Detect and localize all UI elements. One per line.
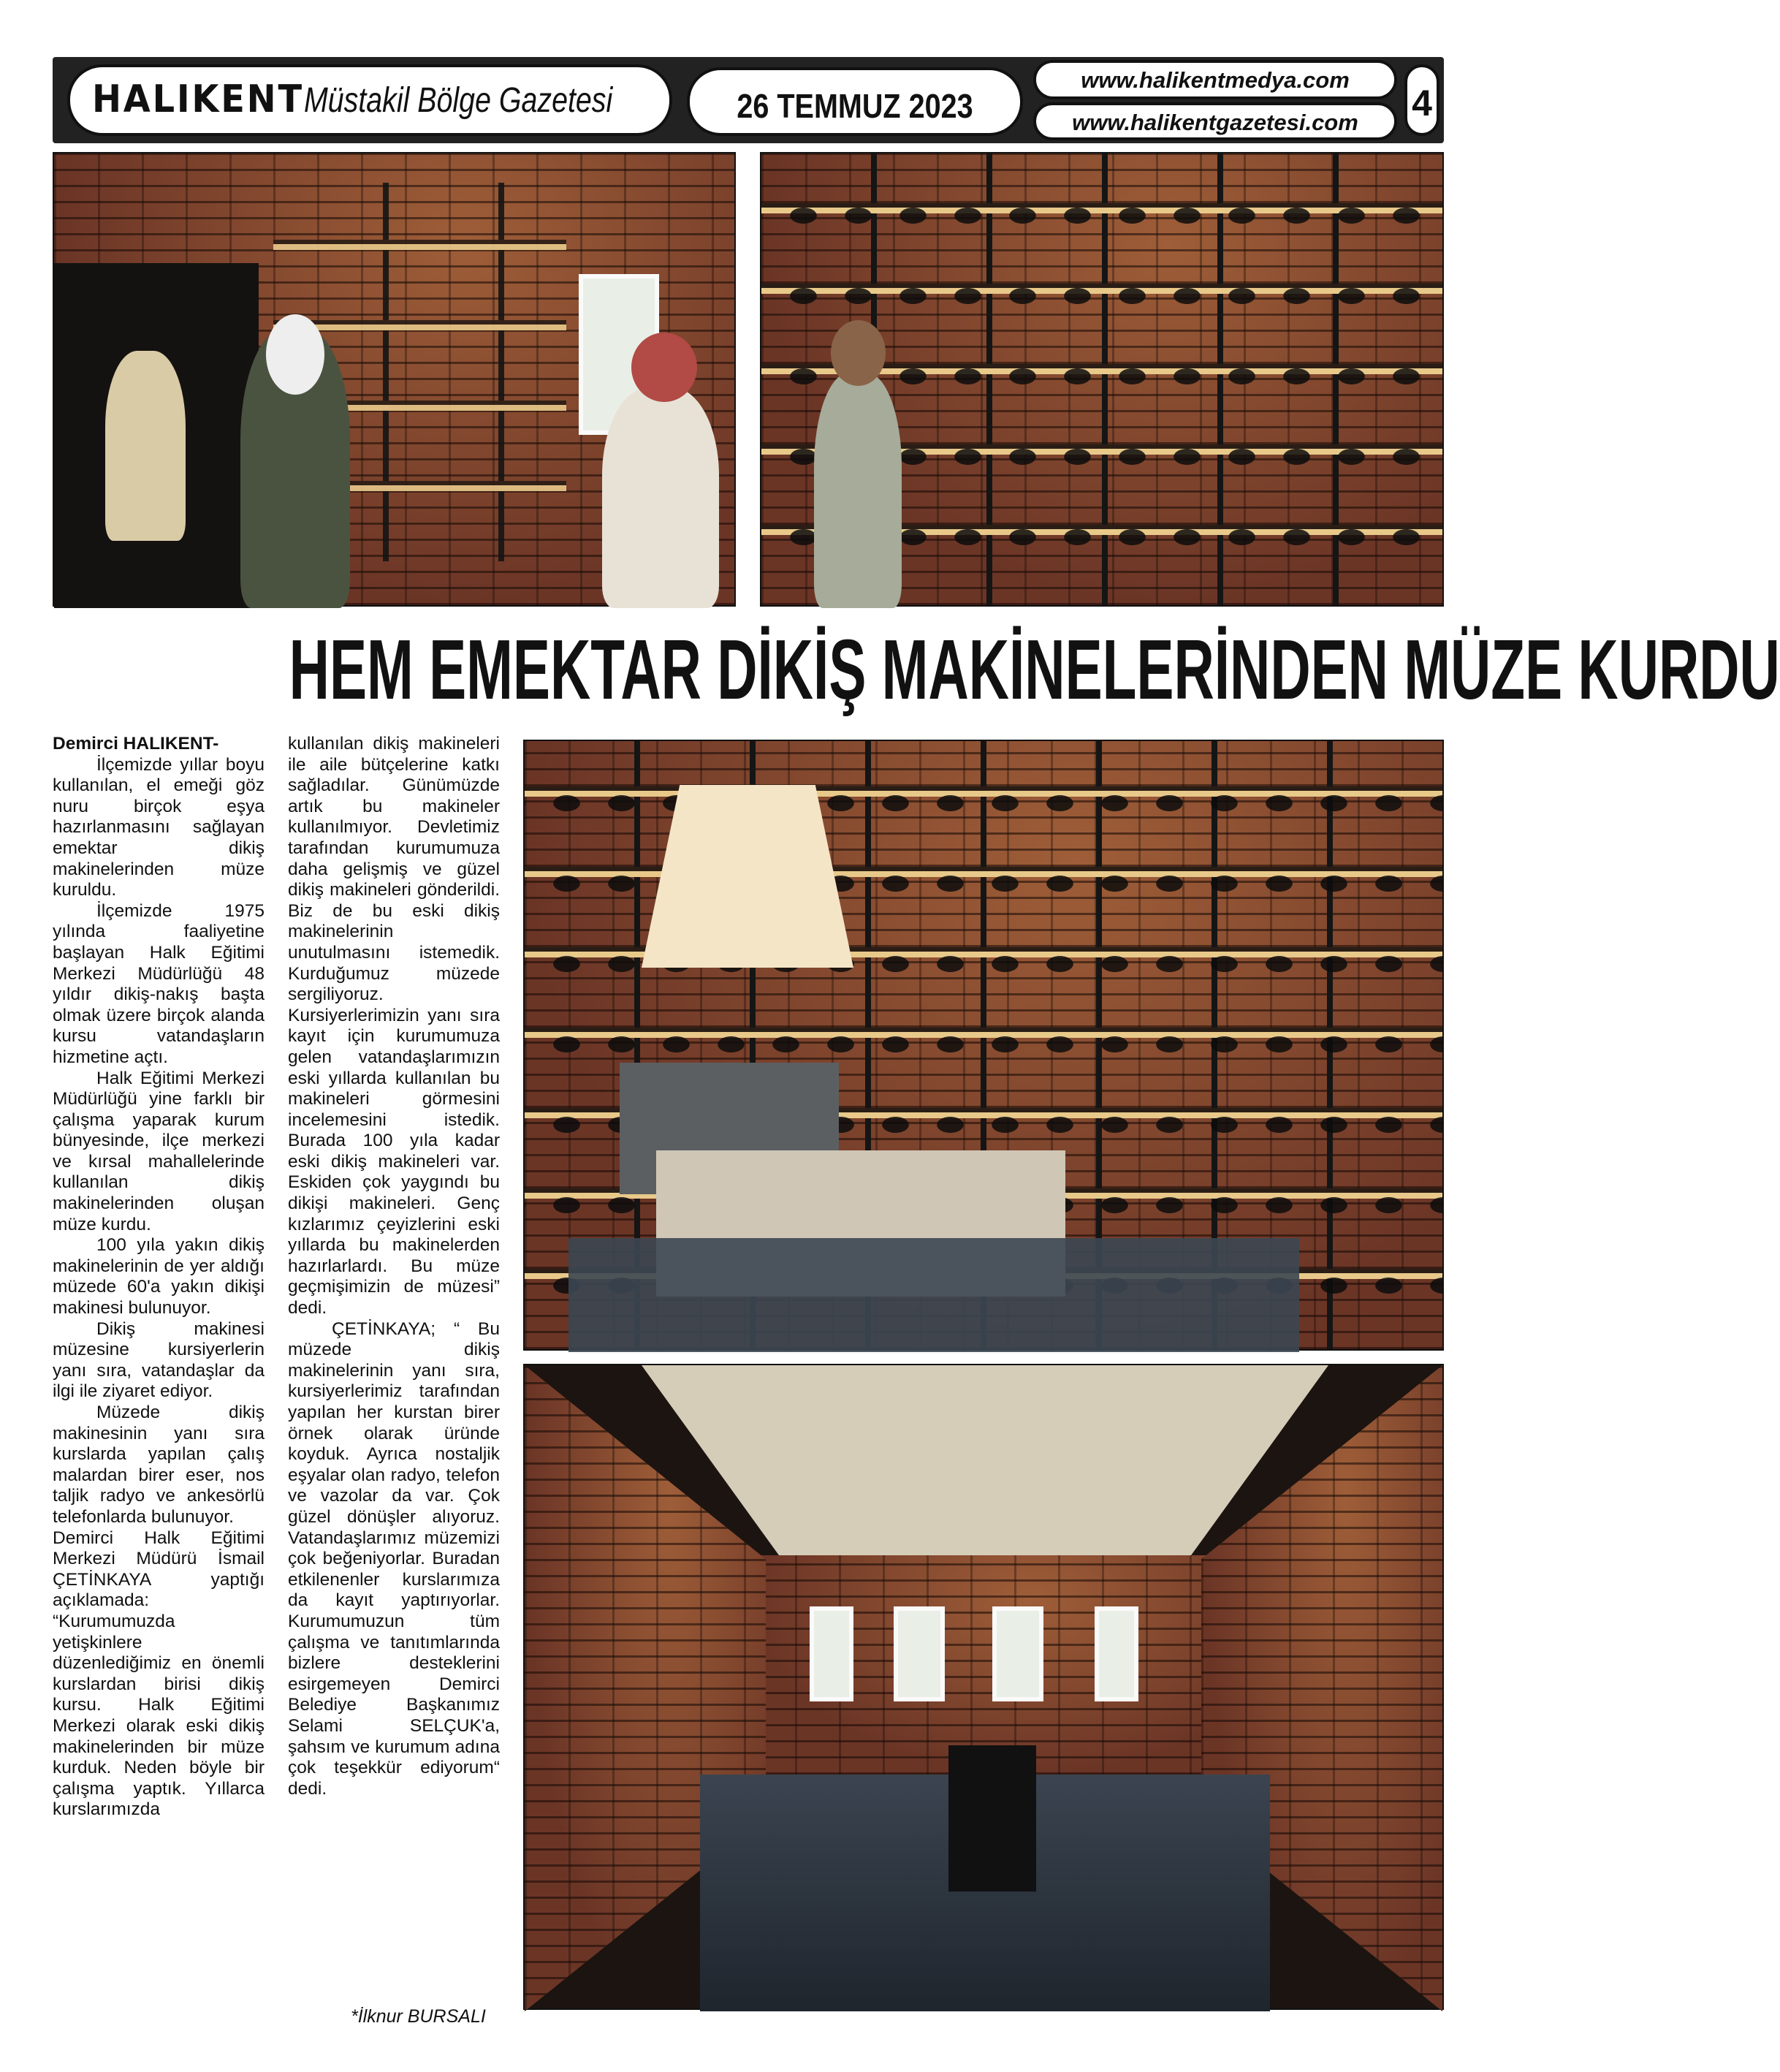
page-number-box [1404, 64, 1439, 136]
article-paragraph: İlçemizde 1975 yılında faaliyetine başlayan Halk Eğitimi Merkezi Müdürlüğü 48 yıldır dikiş-nakış başta olmak üzere birçok alanda kursu vatandaşların hizmetine açtı. [53, 900, 265, 1067]
article-author: *İlknur BURSALI [351, 2006, 486, 2027]
newspaper-subtitle: Müstakil Bölge Gazetesi [304, 81, 613, 120]
article-paragraph: 100 yıla yakın dikiş makinelerinin de yer aldığı müzede 60'a yakın dikişi makinesi bulunuyor. [53, 1235, 265, 1318]
article-paragraph: Demirci Halk Eğitimi Merkezi Müdürü İsmail ÇETİNKAYA yaptığı açıklamada: “Kurumumuzda yetişkinlere düzenlediğimiz en önemli kurslardan birisi dikiş kursu. Halk Eğitimi Merkezi olarak eski dikiş makinelerinden bir müze kurduk. Neden böyle bir çalışma yaptık. Yıllarca kurslarımızda [53, 1528, 265, 1820]
masthead [53, 57, 1444, 143]
article-paragraph: Dikiş makinesi müzesine kursiyerlerin yanı sıra, vatandaşlar da ilgi ile ziyaret ediyor. [53, 1318, 265, 1402]
page-number: 4 [1412, 83, 1432, 124]
article-paragraph: kullanılan dikiş makineleri ile aile bütçelerine katkı sağladılar. Günümüzde artık bu makineler kullanılmıyor. Devletimiz tarafından kurumumuza daha gelişmiş ve güzel dikiş makineleri gönderildi. Biz de bu eski dikiş makinelerinin unutulmasını istemedik. Kurduğumuz müzede sergiliyoruz. Kursiyerlerimizin yanı sıra kayıt için kurumumuza gelen vatandaşlarımızın eski yıllarda kullanılan bu makineleri görmesini incelemesini istedik. Burada 100 yıla kadar eski dikiş makineleri var. Eskiden çok yaygındı bu dikişi makineleri. Genç kızlarımız çeyizlerini eski yıllarda bu makinelerden hazırlarlardı. Bu müze geçmişimizin de müzesi” dedi. [288, 734, 500, 1318]
article-paragraph: İlçemizde yıllar boyu kullanılan, el emeği göz nuru birçok eşya hazırlanmasını sağlayan emektar dikiş makinelerinden müze kuruldu. [53, 754, 265, 900]
article-paragraph: Halk Eğitimi Merkezi Müdürlüğü yine farklı bir çalışma yaparak kurum bünyesinde, ilçe merkezi ve kırsal mahallelerinde kullanılan dikiş makinelerinden oluşan müze kurdu. [53, 1068, 265, 1234]
photo-lamp-sewing-machine [523, 740, 1444, 1351]
article-paragraph: ÇETİNKAYA; “ Bu müzede dikiş makinelerinin yanı sıra, kursiyerlerimiz tarafından yapılan her kurstan birer örnek olarak üründe koyduk. Ayrıca nostaljik eşyalar olan radyo, telefon ve vazolar da var. Çok güzel dönüşler alıyoruz. Vatandaşlarımız müzemizi çok beğeniyorlar. Buradan etkilenenler kurslarımıza da kayıt yaptırıyorlar. Kurumumuzun tüm çalışma ve tanıtımlarında bizlere desteklerini esirgemeyen Demirci Belediye Başkanımız Selami SELÇUK'a, şahsım ve kurumum adına çok teşekkür ediyorum“ dedi. [288, 1318, 500, 1799]
article-column-2 [288, 734, 500, 1799]
article-column-1 [53, 734, 265, 1821]
issue-date-box [687, 67, 1023, 136]
website-link-1-box [1033, 60, 1397, 99]
article-byline: Demirci HALIKENT- [53, 734, 219, 754]
article-headline: HEM EMEKTAR DİKİŞ MAKİNELERİNDEN MÜZE KURDU [289, 622, 1780, 717]
website-link-2-box [1033, 102, 1397, 140]
website-link-1[interactable]: www.halikentmedya.com [1081, 67, 1350, 93]
photo-visitors-shelves [53, 152, 736, 607]
website-link-2[interactable]: www.halikentgazetesi.com [1072, 110, 1358, 135]
photo-man-machine-shelves [760, 152, 1444, 607]
photo-museum-room [523, 1364, 1444, 2010]
newspaper-brand: HALIKENT [92, 77, 304, 121]
issue-date: 26 TEMMUZ 2023 [737, 87, 973, 125]
newspaper-name-box [67, 64, 672, 136]
article-paragraph: Müzede dikiş makinesinin yanı sıra kurslarda yapılan çalış malardan birer eser, nos taljik radyo ve ankesörlü telefonlarda bulunuyor. [53, 1403, 265, 1527]
